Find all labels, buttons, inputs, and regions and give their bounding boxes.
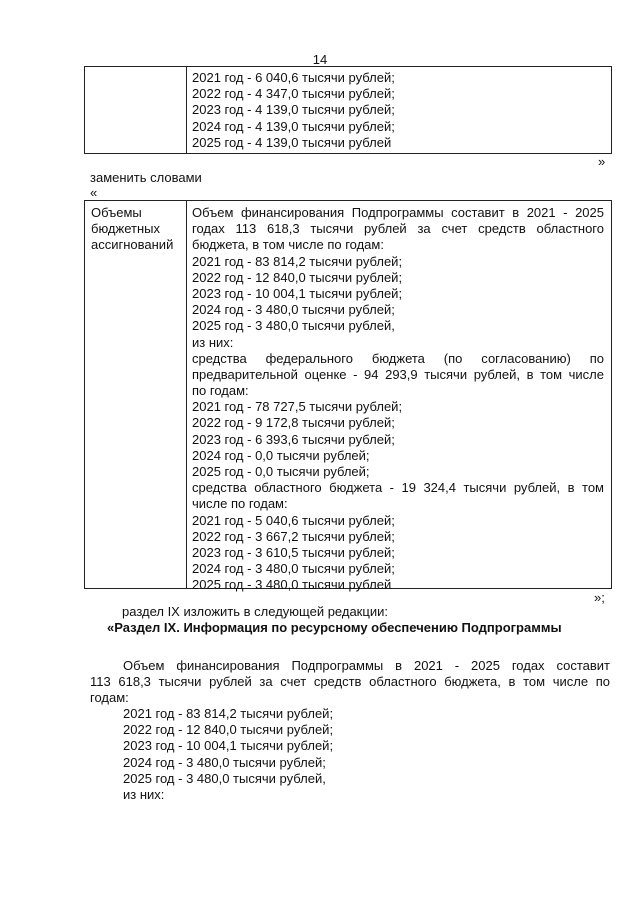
year-line: 2021 год - 83 814,2 тысячи рублей; [123, 706, 334, 721]
page-number: 14 [312, 52, 328, 67]
year-line: 2022 год - 4 347,0 тысячи рублей; [192, 86, 395, 102]
paragraph-line: Объем финансирования Подпрограммы в 2021 - 2025 годах составит [123, 658, 610, 673]
year-line: 2021 год - 5 040,6 тысячи рублей; [192, 512, 395, 528]
year-line: 2021 год - 83 814,2 тысячи рублей; [192, 253, 403, 269]
year-line: 2024 год - 0,0 тысячи рублей; [192, 447, 370, 463]
year-line: 2024 год - 3 480,0 тысячи рублей; [192, 561, 395, 577]
year-line: 2023 год - 10 004,1 тысячи рублей; [192, 285, 403, 301]
year-line: 2023 год - 6 393,6 тысячи рублей; [192, 431, 395, 447]
year-line: 2025 год - 4 139,0 тысячи рублей [192, 134, 392, 150]
section-heading: «Раздел IX. Информация по ресурсному обеспечению Подпрограммы [107, 620, 562, 635]
text-line: бюджета, в том числе по годам: [192, 237, 384, 253]
budget-allocation-table [84, 200, 612, 593]
year-line: 2025 год - 3 480,0 тысячи рублей, [192, 318, 395, 334]
year-line: 2025 год - 3 480,0 тысячи рублей, [123, 770, 326, 786]
year-line: 2022 год - 12 840,0 тысячи рублей; [123, 722, 334, 738]
year-line: 2023 год - 10 004,1 тысячи рублей; [123, 738, 334, 754]
text-line: по годам: [192, 383, 249, 399]
year-line: 2025 год - 0,0 тысячи рублей; [192, 464, 370, 479]
label-line: ассигнований [91, 237, 174, 253]
year-line: 2021 год - 78 727,5 тысячи рублей; [192, 399, 403, 415]
text-line: из них: [192, 334, 234, 350]
year-line: 2023 год - 4 139,0 тысячи рублей; [192, 102, 395, 118]
text-line: средства федерального бюджета (по согласованию) по [192, 350, 604, 366]
year-line: 2023 год - 3 610,5 тысячи рублей; [192, 544, 395, 560]
text-line: средства областного бюджета - 19 324,4 тысячи рублей, в том [192, 480, 604, 496]
section-intro: раздел IX изложить в следующей редакции: [122, 604, 388, 619]
table-divider [186, 201, 187, 588]
previous-funding-cell [192, 70, 605, 151]
year-list [123, 706, 333, 803]
year-line: 2024 год - 4 139,0 тысячи рублей; [192, 118, 395, 134]
label-line: бюджетных [91, 221, 160, 237]
year-line: 2024 год - 3 480,0 тысячи рублей; [192, 302, 395, 318]
previous-funding-table [84, 66, 612, 154]
funding-paragraph [90, 658, 610, 707]
year-line: 2021 год - 6 040,6 тысячи рублей; [192, 70, 395, 85]
text-line: числе по годам: [192, 496, 288, 512]
paragraph-line: годам: [90, 690, 129, 706]
opening-quote: « [90, 185, 98, 200]
closing-quote: »; [594, 590, 605, 605]
text-line: Объем финансирования Подпрограммы составит в 2021 - 2025 [192, 205, 604, 220]
replace-instruction: заменить словами [90, 170, 202, 185]
label-line: Объемы [91, 205, 142, 220]
row-label [91, 205, 183, 254]
budget-allocation-cell [192, 205, 604, 594]
text-line: предварительной оценке - 94 293,9 тысячи рублей, в том числе [192, 366, 604, 382]
year-line: 2025 год - 3 480,0 тысячи рублей [192, 577, 392, 593]
year-line: 2022 год - 12 840,0 тысячи рублей; [192, 269, 403, 285]
year-line: 2022 год - 9 172,8 тысячи рублей; [192, 415, 395, 431]
text-line: годах 113 618,3 тысячи рублей за счет средств областного [192, 221, 604, 237]
closing-quote: » [598, 154, 606, 169]
table-divider [186, 67, 187, 153]
year-line: 2024 год - 3 480,0 тысячи рублей; [123, 754, 326, 770]
paragraph-line: 113 618,3 тысячи рублей за счет средств областного бюджета, в том числе по [90, 674, 610, 690]
year-line: 2022 год - 3 667,2 тысячи рублей; [192, 528, 395, 544]
year-line: из них: [123, 786, 165, 802]
